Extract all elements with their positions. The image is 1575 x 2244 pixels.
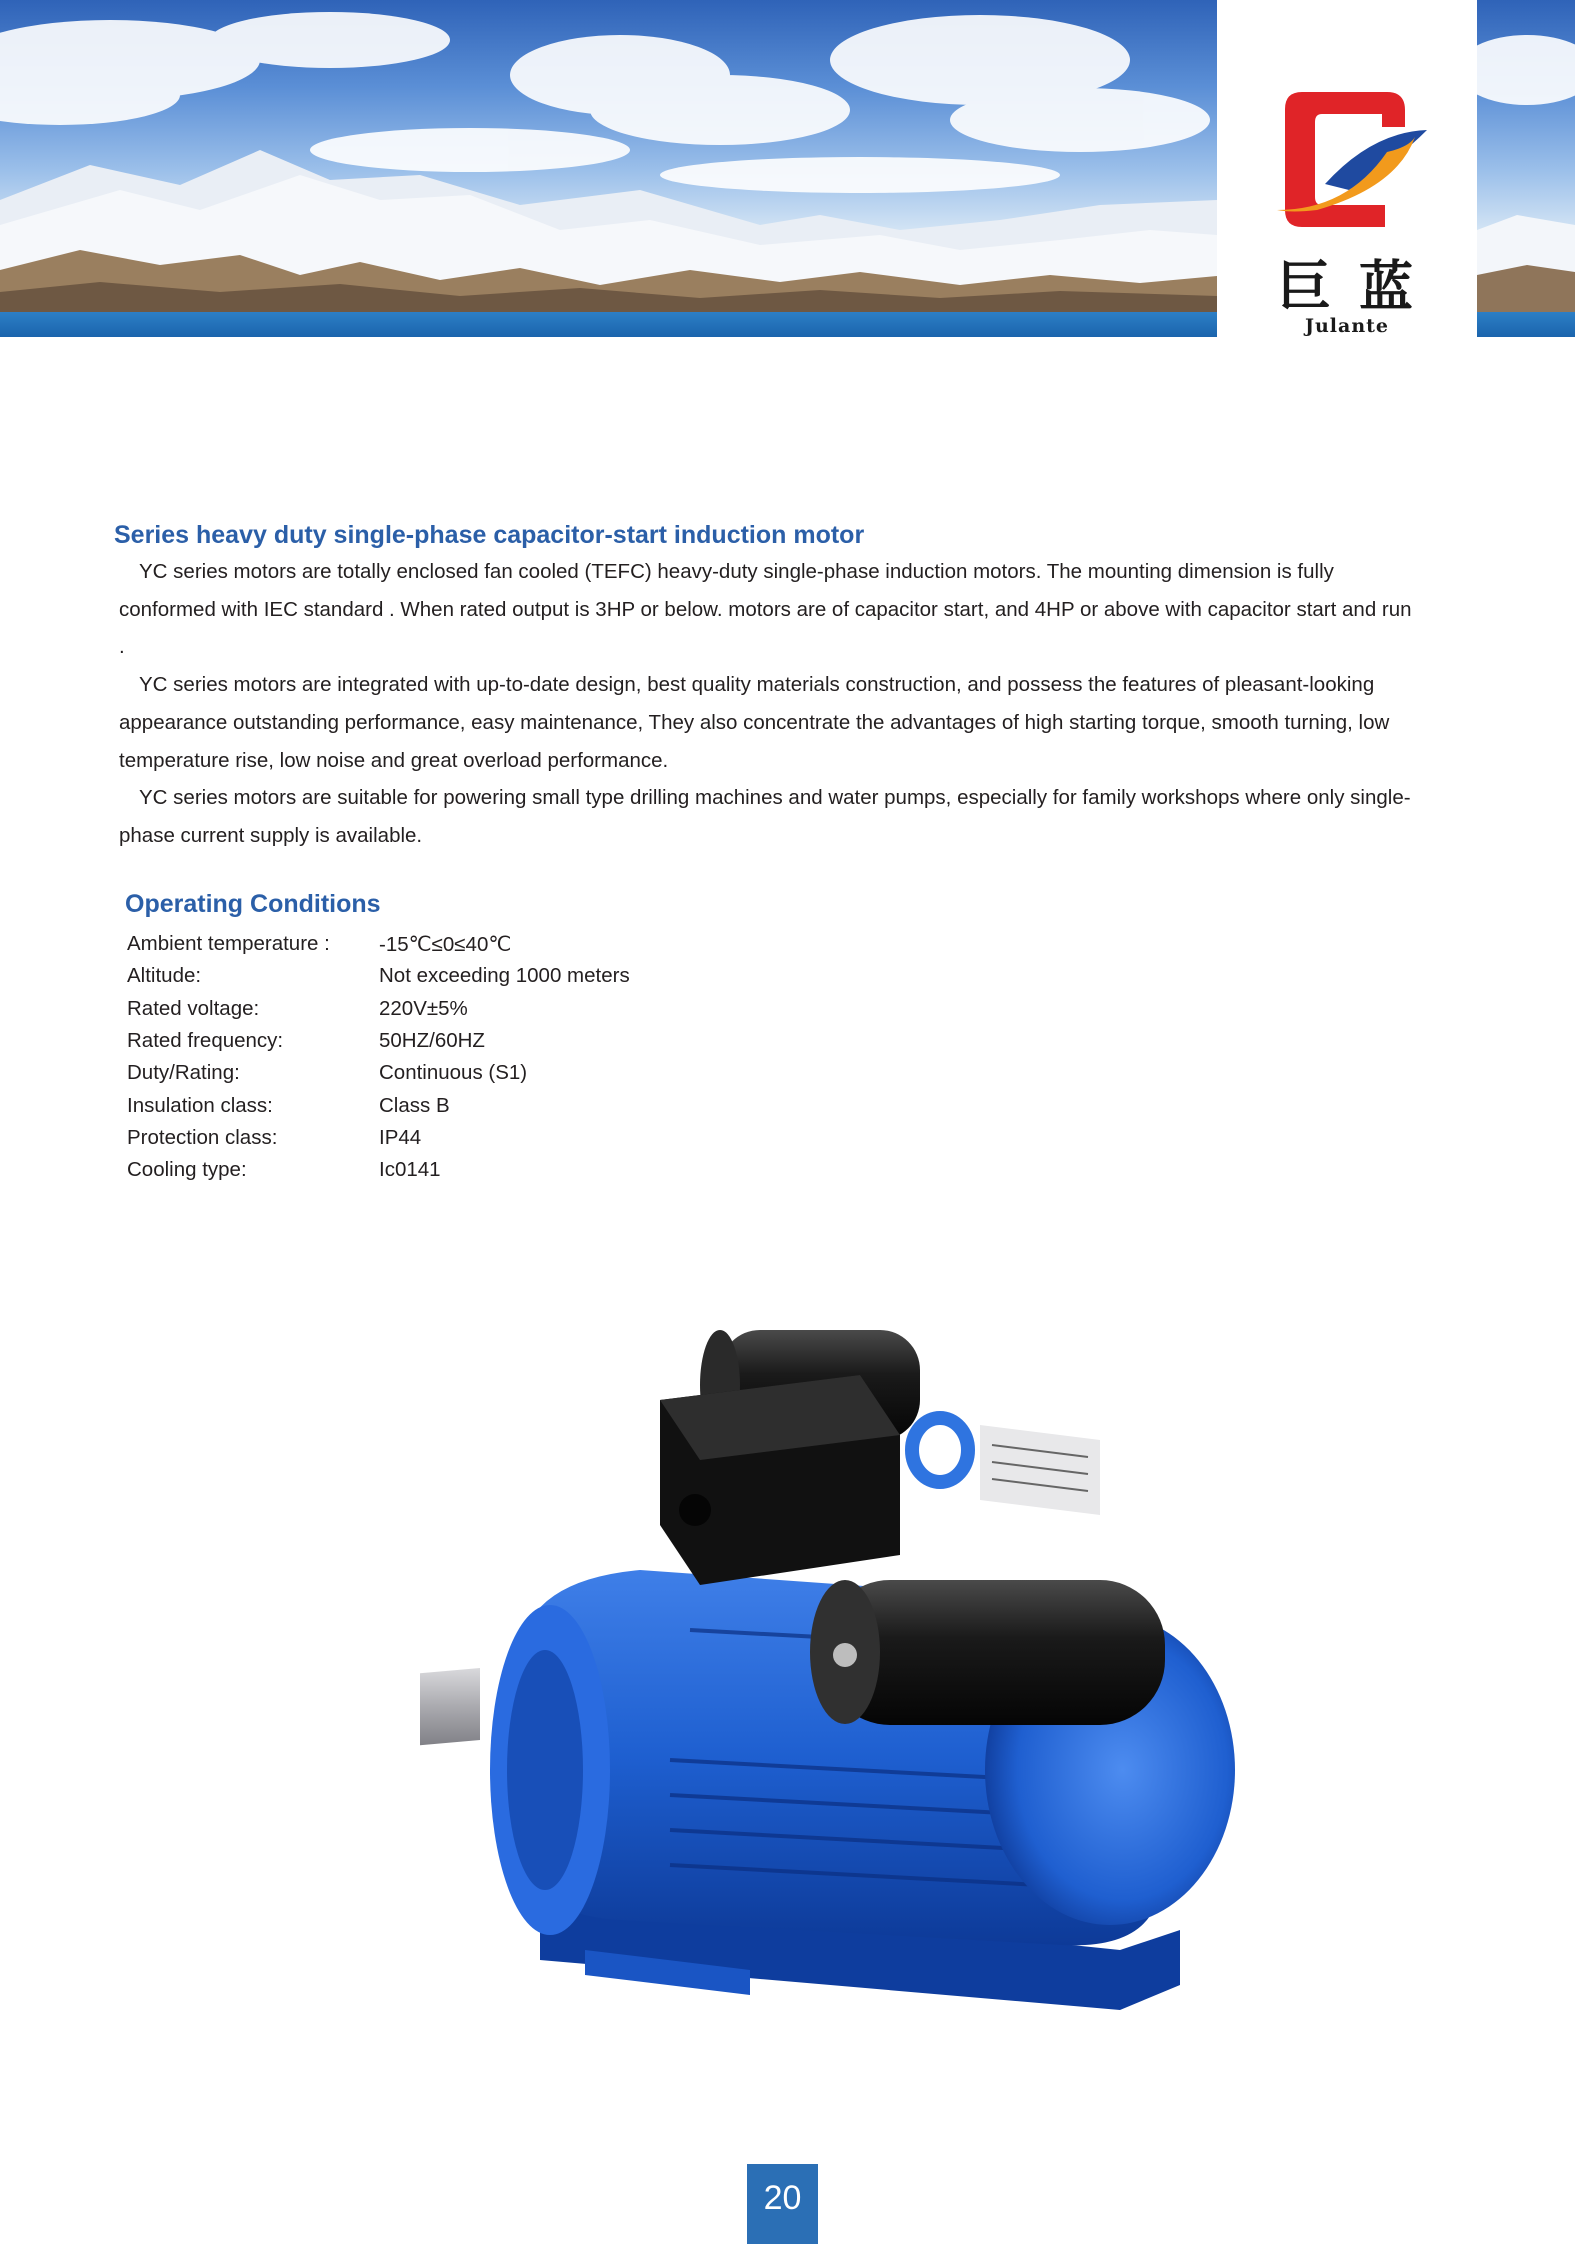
brand-chinese-name: 巨蓝: [1277, 254, 1441, 318]
condition-value: 50HZ/60HZ: [379, 1029, 485, 1053]
condition-label: Protection class:: [127, 1125, 278, 1149]
brand-logo: [1217, 0, 1477, 337]
condition-value: Class B: [379, 1093, 450, 1117]
table-row: [127, 993, 630, 1025]
table-row: [127, 1025, 630, 1057]
table-row: [127, 960, 630, 992]
operating-conditions-title: Operating Conditions: [125, 890, 381, 918]
page-number: 20: [747, 2164, 818, 2244]
intro-paragraph-2: YC series motors are integrated with up-to-date design, best quality materials construction, and possess the features of pleasant-looking appearance outstanding performance, easy maintenance, They also concentrate the advantages of high starting torque, smooth turning, low temperature rise, low noise and great overload performance.: [119, 673, 1390, 772]
operating-conditions-table: [127, 928, 630, 1186]
table-row: [127, 1057, 630, 1089]
intro-paragraph-3: YC series motors are suitable for powering small type drilling machines and water pumps, especially for family workshops where only single-phase current supply is available.: [119, 786, 1411, 847]
header-banner: [0, 0, 1575, 337]
motor-product-image: [420, 1330, 1340, 2030]
condition-value: Continuous (S1): [379, 1061, 528, 1085]
table-row: [127, 928, 630, 960]
mountain-photo: [0, 0, 1217, 312]
condition-label: Altitude:: [127, 964, 202, 988]
section-title: Series heavy duty single-phase capacitor-start induction motor: [114, 521, 865, 549]
table-row: [127, 1154, 630, 1186]
condition-label: Ambient temperature :: [127, 932, 330, 956]
condition-value: Not exceeding 1000 meters: [379, 964, 630, 988]
condition-label: Insulation class:: [127, 1093, 273, 1117]
condition-label: Duty/Rating:: [127, 1061, 240, 1085]
condition-value: Ic0141: [379, 1158, 441, 1182]
table-row: [127, 1089, 630, 1121]
julante-logo-icon: [1277, 92, 1427, 227]
condition-label: Rated frequency:: [127, 1029, 284, 1053]
condition-value: 220V±5%: [379, 996, 468, 1020]
table-row: [127, 1122, 630, 1154]
header-blue-bar-right: [1477, 312, 1575, 337]
condition-label: Rated voltage:: [127, 996, 260, 1020]
condition-value: -15℃≤0≤40℃: [379, 932, 512, 956]
mountain-photo-right: [1477, 0, 1575, 312]
intro-text: [119, 553, 1419, 855]
brand-english-name: Julante: [1304, 315, 1389, 337]
header-blue-bar: [0, 312, 1217, 337]
condition-value: IP44: [379, 1125, 422, 1149]
condition-label: Cooling type:: [127, 1158, 247, 1182]
mountain-landscape-illustration: [0, 0, 1217, 312]
intro-paragraph-1: YC series motors are totally enclosed fan cooled (TEFC) heavy-duty single-phase induction motors. The mounting dimension is fully conformed with IEC standard . When rated output is 3HP or below. motors are of capacitor start, and 4HP or above with capacitor start and run .: [119, 560, 1412, 659]
